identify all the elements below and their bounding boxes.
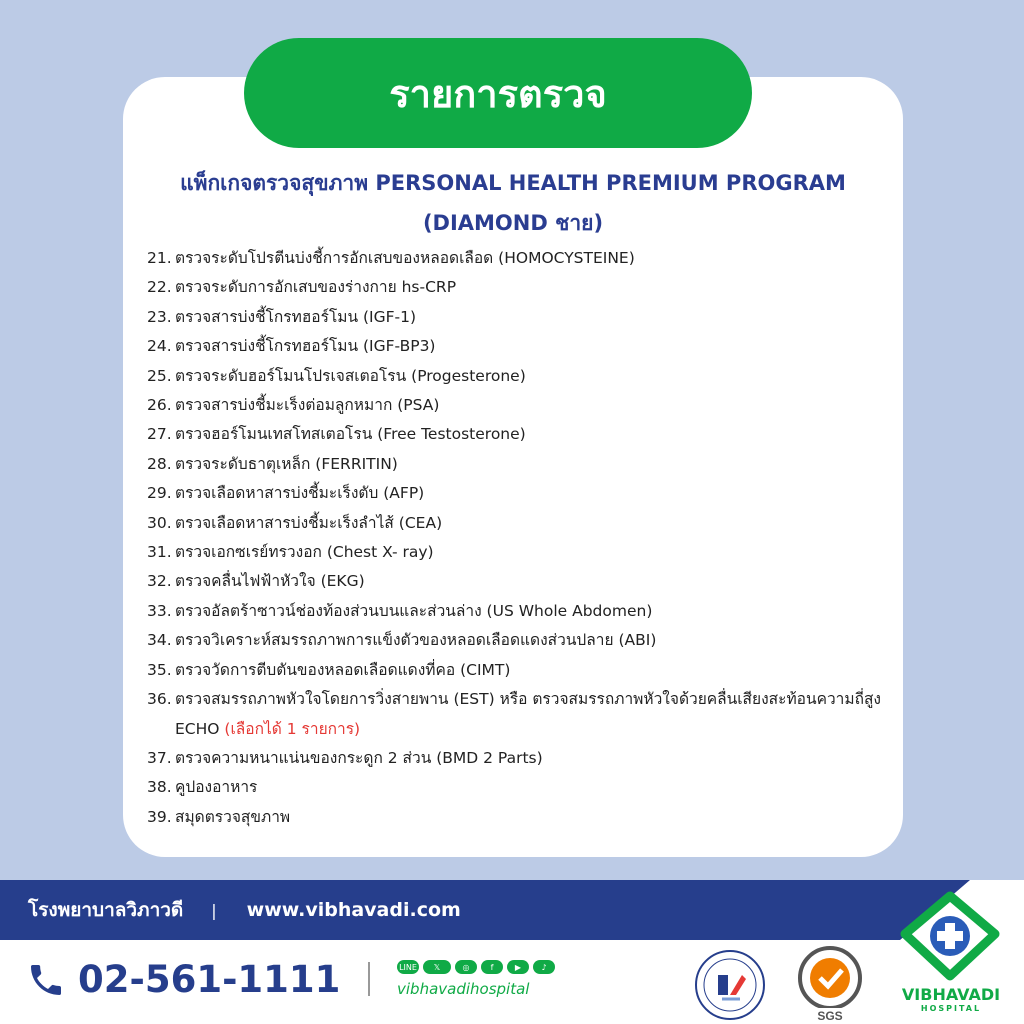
item-number: 23. xyxy=(147,307,172,326)
instagram-icon[interactable]: ◎ xyxy=(455,960,477,974)
list-item xyxy=(147,479,887,508)
item-number: 22. xyxy=(147,278,172,297)
item-number: 29. xyxy=(147,484,172,503)
website-link[interactable]: www.vibhavadi.com xyxy=(246,899,461,921)
list-item xyxy=(147,685,887,744)
item-number: 34. xyxy=(147,631,172,650)
item-text: ตรวจเลือดหาสารบ่งชี้มะเร็งลำไส้ (CEA) xyxy=(175,513,443,532)
list-item xyxy=(147,303,887,332)
youtube-icon[interactable]: ▶ xyxy=(507,960,529,974)
item-number: 25. xyxy=(147,366,172,385)
item-number: 24. xyxy=(147,337,172,356)
line-icon[interactable] xyxy=(397,960,419,974)
social-icons xyxy=(397,960,555,974)
list-item xyxy=(147,597,887,626)
item-text: ตรวจสารบ่งชี้โกรทฮอร์โมน (IGF-1) xyxy=(175,307,417,326)
sgs-label: SGS xyxy=(817,1009,843,1023)
footer-separator: | xyxy=(211,900,217,920)
page-title: รายการตรวจ xyxy=(244,38,752,148)
item-number: 21. xyxy=(147,249,172,267)
footer-divider xyxy=(368,962,370,996)
list-item xyxy=(147,509,887,538)
item-text: คูปองอาหาร xyxy=(175,778,258,797)
package-title-line1: แพ็กเกจตรวจสุขภาพ PERSONAL HEALTH PREMIUM PROGRAM xyxy=(180,171,846,195)
phone-icon xyxy=(26,960,66,1000)
item-text: ตรวจวัดการตีบตันของหลอดเลือดแดงที่คอ (CIMT) xyxy=(175,660,511,679)
item-text: ตรวจเลือดหาสารบ่งชี้มะเร็งตับ (AFP) xyxy=(175,484,425,503)
item-number: 26. xyxy=(147,396,172,415)
item-text: ตรวจเอกซเรย์ทรวงอก (Chest X- ray) xyxy=(175,543,434,562)
list-item xyxy=(147,538,887,567)
item-number: 32. xyxy=(147,572,172,591)
list-item xyxy=(147,803,887,832)
item-number: 27. xyxy=(147,425,172,444)
hospital-accreditation-badge-icon xyxy=(690,945,770,1024)
list-item xyxy=(147,773,887,802)
list-item xyxy=(147,656,887,685)
list-item xyxy=(147,332,887,361)
x-icon[interactable]: 𝕏 xyxy=(423,960,451,974)
item-number: 31. xyxy=(147,543,172,562)
item-number: 36. xyxy=(147,690,172,709)
logo-name: VIBHAVADI xyxy=(901,985,1001,1004)
list-item xyxy=(147,362,887,391)
item-text: ตรวจอัลตร้าซาวน์ช่องท้องส่วนบนและส่วนล่าง (US Whole Abdomen) xyxy=(175,601,653,620)
item-text: ตรวจคลื่นไฟฟ้าหัวใจ (EKG) xyxy=(175,572,365,591)
package-title xyxy=(123,163,903,243)
item-number: 39. xyxy=(147,807,172,826)
item-text: ตรวจความหนาแน่นของกระดูก 2 ส่วน (BMD 2 Parts) xyxy=(175,748,543,767)
social-handle[interactable]: vibhavadihospital xyxy=(397,980,530,998)
list-item xyxy=(147,391,887,420)
sgs-certification-badge-icon xyxy=(790,942,870,1024)
list-item xyxy=(147,244,887,273)
footer-band xyxy=(0,880,900,940)
list-item xyxy=(147,567,887,596)
item-text: ตรวจสารบ่งชี้โกรทฮอร์โมน (IGF-BP3) xyxy=(175,337,436,356)
hospital-name: โรงพยาบาลวิภาวดี xyxy=(28,899,184,921)
item-number: 37. xyxy=(147,748,172,767)
item-text: ตรวจระดับฮอร์โมนโปรเจสเตอโรน (Progesterone) xyxy=(175,366,526,385)
item-number: 30. xyxy=(147,513,172,532)
facebook-icon[interactable]: f xyxy=(481,960,503,974)
item-number: 28. xyxy=(147,454,172,473)
item-text: ตรวจระดับการอักเสบของร่างกาย hs-CRP xyxy=(175,278,457,297)
line-icon-label: LINE xyxy=(399,962,417,972)
item-text: ตรวจสารบ่งชี้มะเร็งต่อมลูกหมาก (PSA) xyxy=(175,396,440,415)
phone-number[interactable]: 02-561-1111 xyxy=(78,958,341,1001)
item-text: ตรวจวิเคราะห์สมรรถภาพการแข็งตัวของหลอดเลือดแดงส่วนปลาย (ABI) xyxy=(175,631,657,650)
item-text: ตรวจระดับโปรตีนบ่งชี้การอักเสบของหลอดเลือด (HOMOCYSTEINE) xyxy=(175,249,635,267)
item-text: ตรวจฮอร์โมนเทสโทสเตอโรน (Free Testosterone) xyxy=(175,425,526,444)
item-number: 35. xyxy=(147,660,172,679)
item-text: ตรวจระดับธาตุเหล็ก (FERRITIN) xyxy=(175,454,398,473)
list-item xyxy=(147,420,887,449)
checkup-item-list xyxy=(147,244,887,832)
item-number: 38. xyxy=(147,778,172,797)
item-text: ตรวจสมรรถภาพหัวใจโดยการวิ่งสายพาน (EST) หรือ ตรวจสมรรถภาพหัวใจด้วยคลื่นเสียงสะท้อนความถี่สูง ECHO xyxy=(175,690,881,738)
item-number: 33. xyxy=(147,601,172,620)
list-item xyxy=(147,626,887,655)
tiktok-icon[interactable]: ♪ xyxy=(533,960,555,974)
list-item xyxy=(147,273,887,302)
list-item xyxy=(147,450,887,479)
item-text: สมุดตรวจสุขภาพ xyxy=(175,807,291,826)
package-title-line2: (DIAMOND ชาย) xyxy=(422,211,604,235)
list-item xyxy=(147,744,887,773)
logo-subtitle: HOSPITAL xyxy=(920,1004,982,1013)
item-note: (เลือกได้ 1 รายการ) xyxy=(224,719,361,738)
